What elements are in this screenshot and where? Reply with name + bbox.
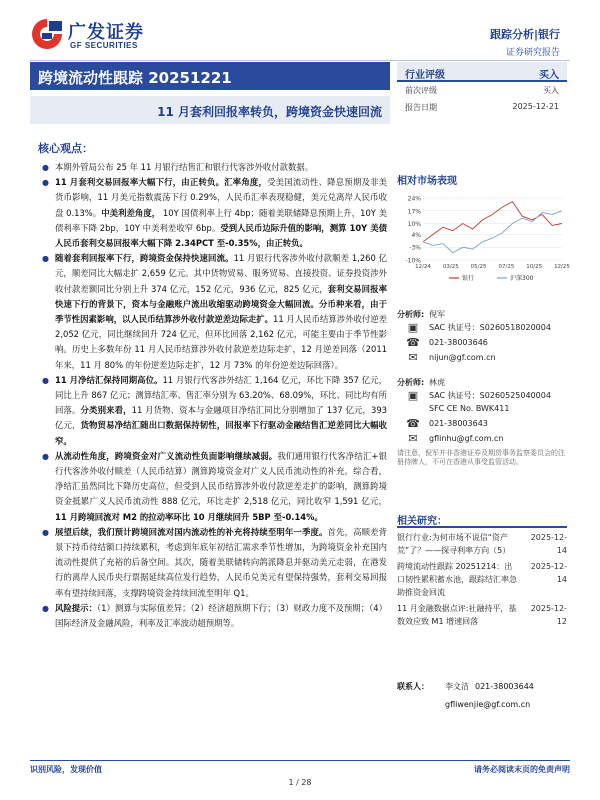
series-line-csi300 bbox=[423, 211, 562, 253]
y-tick-label: 24% bbox=[407, 195, 421, 203]
report-title: 跨境流动性跟踪 20251221 bbox=[30, 62, 390, 90]
analyst-sac: SAC 执证号：S0260518020004 bbox=[429, 323, 551, 332]
analyst-sac-row bbox=[397, 321, 567, 334]
y-tick-label: -3% bbox=[409, 244, 421, 252]
viewpoint-paragraph bbox=[42, 160, 387, 175]
analyst-name: 林虎 bbox=[429, 378, 445, 387]
x-tick-label: 05/25 bbox=[470, 264, 487, 270]
x-tick-label: 07/25 bbox=[498, 264, 515, 270]
email-icon: ✉ bbox=[408, 351, 418, 364]
report-type: 证券研究报告 bbox=[505, 48, 560, 58]
chart-svg bbox=[397, 190, 570, 285]
related-item-date: 2025-12-14 bbox=[530, 562, 567, 584]
viewpoint-paragraph bbox=[42, 175, 387, 251]
analyst-phone: 021-38003646 bbox=[429, 338, 488, 347]
analyst-note: 请注意，倪军并非香港证券及期货事务监察委员会的注册持牌人，不可在香港从事受监管活动。 bbox=[397, 449, 565, 466]
gf-logo-icon bbox=[30, 17, 64, 51]
bold-text: 从流动性角度，跨境资金对广义流动性负面影响继续减弱。 bbox=[55, 450, 278, 461]
contact-label: 联系人： bbox=[397, 681, 429, 691]
bold-text: 11 月套利交易回报率大幅下行，由正转负。汇率角度， bbox=[55, 177, 268, 188]
related-item-date: 2025-12-14 bbox=[530, 533, 567, 555]
report-subtitle: 11 月套利回报率转负，跨境资金快速回流 bbox=[30, 96, 390, 124]
rating-row-value: 买入 bbox=[543, 86, 559, 95]
bold-text: 展望后续，我们预计跨境回流对国内流动性的补充将持续至明年一季度。 bbox=[55, 526, 328, 537]
body-text: 我们通用银行代客净结汇+银行代客涉外收付顺差（人民币结算）测算跨境资金对广义人民币流动性的补充。综合看，净结汇虽然同比下降历史高位，但受到人民币结算涉外收付款逆差走扩的影响，测算跨境资金抵累广义人民币流动性 888 亿元，环比走扩 2,518 亿元，同比收窄 1,591 亿元， bbox=[55, 450, 387, 507]
analyst-sfc-row bbox=[397, 402, 567, 415]
body-text: 首先，高顺差背景下持币待结额口持续累积，考虑到年底年初结汇需求季节性增加，为跨境资金补充国内流动性提供了充裕的后备空间。其次，随着美联储转向鸽派降息并驱动美元走弱，在港发行的离岸人民币央行票据延续高位发行趋势，人民币兑美元有望保持强势，套利交易回报率有望持续回落，支撑跨境资金持续回流至明年 Q1。 bbox=[55, 526, 388, 598]
viewpoint-paragraph bbox=[42, 251, 387, 373]
analyst-block-1 bbox=[397, 308, 567, 364]
viewpoint-title: 核心观点： bbox=[38, 142, 93, 155]
body-text: 11 月人民币结算涉外收付逆差 2,052 亿元，同比继续回升 724 亿元，但环比回落 2,162 亿元，可能主要由于季节性影响。历史上多数年份 11 月人民币结算涉外收付款逆差边际走扩，12 月逆差回落（2011 年来，11 月 80% 的年份逆差边际走扩，12 月 73% 的年份逆差边际回落）。 bbox=[55, 314, 387, 370]
rating-row bbox=[397, 82, 567, 99]
body-text: 11 月货物、资本与金融项目净结汇同比分别增加了 137 亿元，393 亿元， bbox=[55, 405, 388, 431]
bold-text: 受到人民币边际升值的影响，测算 10Y 美债人民币套利交易回报率大幅下降 2.34PCT 至-0.35%，由正转负。 bbox=[55, 222, 387, 249]
x-tick-label: 10/25 bbox=[526, 264, 543, 270]
contact-row bbox=[397, 677, 567, 695]
x-tick-label: 03/25 bbox=[442, 264, 459, 270]
contact-phone: 021-38003644 bbox=[475, 681, 534, 691]
analyst-name: 倪军 bbox=[429, 310, 445, 319]
company-logo bbox=[30, 15, 170, 55]
y-tick-label: 17% bbox=[407, 208, 421, 216]
y-tick-label: 10% bbox=[407, 221, 421, 229]
analyst-email[interactable]: gflinhu@gf.com.cn bbox=[429, 434, 504, 443]
analyst-name-row bbox=[397, 308, 567, 321]
title-banner bbox=[30, 62, 390, 132]
rating-head-value: 买入 bbox=[539, 70, 559, 81]
body-text: （1）测算与实际值差异；（2）经济超预期下行；（3）财政力度不及预期；（4）国际经济及金融风险，利率及汇率波动超预期等。 bbox=[55, 602, 388, 629]
footer-disclaimer: 请务必阅读末页的免责声明 bbox=[474, 765, 570, 774]
report-category: 跟踪分析|银行 bbox=[489, 28, 560, 41]
email-icon: ✉ bbox=[408, 432, 418, 445]
y-tick-label: 4% bbox=[411, 231, 421, 239]
bold-text: 货物贸易净结汇随出口数据保持韧性，回报率下行驱动金融结售汇逆差同比大幅收窄。 bbox=[55, 420, 388, 446]
analyst-sac-row bbox=[397, 389, 567, 402]
analyst-sac: SAC 执证号：S0260525040004 bbox=[429, 391, 551, 400]
logo-cn: 广发证券 bbox=[68, 22, 144, 43]
page-number: 1 / 28 bbox=[288, 778, 312, 787]
viewpoint-paragraph bbox=[42, 373, 387, 449]
body-text: 11 月银行代客涉外收付款顺差 1,260 亿元，顺差同比大幅走扩 2,659 亿元。其中货物贸易、服务贸易、直接投资、证券投资涉外收付款差额同比分别上升 374 亿元，152 亿元，936 亿元，825 亿元， bbox=[55, 253, 387, 294]
related-item-title[interactable]: 跨境流动性跟踪 20251214：出口韧性累积蓄水池，跟踪结汇率急助推资金回流 bbox=[397, 562, 517, 597]
phone-icon: ☎ bbox=[406, 336, 420, 349]
viewpoint-paragraph bbox=[42, 449, 387, 525]
analyst-label: 分析师: bbox=[397, 378, 425, 387]
related-title: 相关研究： bbox=[397, 510, 567, 528]
relative-performance-chart bbox=[397, 190, 570, 285]
bold-text: 随着套利回报率下行，跨境资金保持快速回流。 bbox=[55, 253, 234, 264]
legend-label: 沪深300 bbox=[510, 275, 534, 282]
analyst-name-row bbox=[397, 376, 567, 389]
related-item-title[interactable]: 银行行业:为何市场不说信“资产荒”了？——探寻利率方向（5） bbox=[397, 533, 511, 555]
bold-text: 分类别来看， bbox=[80, 405, 132, 416]
analyst-email[interactable]: nijun@gf.com.cn bbox=[429, 353, 496, 362]
rating-row bbox=[397, 99, 567, 116]
viewpoint-paragraph bbox=[42, 601, 387, 631]
phone-icon: ☎ bbox=[406, 417, 420, 430]
analyst-email-row bbox=[397, 432, 567, 445]
rating-row-label: 前次评级 bbox=[405, 86, 437, 95]
analyst-phone: 021-38003643 bbox=[429, 419, 488, 428]
core-viewpoints bbox=[42, 160, 387, 631]
body-text: 本期外管局公布 25 年 11 月银行结售汇和银行代客涉外收付款数据。 bbox=[55, 162, 314, 172]
id-card-icon: ▣ bbox=[407, 389, 419, 402]
related-item[interactable] bbox=[397, 560, 567, 599]
related-item[interactable] bbox=[397, 531, 567, 557]
analyst-phone-row bbox=[397, 417, 567, 430]
header-divider bbox=[30, 60, 570, 61]
rating-head bbox=[397, 62, 567, 82]
viewpoint-paragraph bbox=[42, 525, 387, 601]
rating-row-label: 报告日期 bbox=[405, 103, 437, 112]
analyst-phone-row bbox=[397, 336, 567, 349]
rating-box bbox=[397, 62, 567, 116]
contact-email[interactable]: gfliwenjie@gf.com.cn bbox=[445, 699, 531, 709]
body-text: 11 月银行代客涉外结汇 1,164 亿元，环比下降 357 亿元，同比上升 867 亿元；测算结汇率、售汇率分别为 63.20%、68.09%，环比、同比均有所回落。 bbox=[55, 374, 387, 416]
x-tick-label: 12/24 bbox=[415, 264, 431, 270]
body-text: 受美国流动性、降息预期及非美货币影响，11 月美元指数震荡下行 0.29%，人民币汇率表现稳健，美元兑离岸人民币收盘 0.13%。 bbox=[55, 177, 387, 218]
logo-en: GF SECURITIES bbox=[70, 41, 138, 50]
contact-name: 李文洁 bbox=[445, 681, 469, 691]
related-research bbox=[397, 510, 567, 628]
series-line-bank bbox=[423, 202, 562, 242]
contact-email-row bbox=[397, 695, 567, 713]
y-tick-label: -10% bbox=[405, 257, 421, 265]
footer-divider bbox=[30, 760, 570, 761]
analyst-label: 分析师: bbox=[397, 310, 425, 319]
bold-text: 中美利差角度， bbox=[101, 207, 161, 218]
rating-row-value: 2025-12-21 bbox=[512, 102, 559, 111]
analyst-sfc: SFC CE No. BWK411 bbox=[429, 404, 510, 413]
market-title: 相对市场表现 bbox=[397, 176, 457, 187]
body-text: 10Y 国债利率上行 4bp；随着美联储降息预期上升，10Y 美债利率下降 2bp，10Y 中美利差收窄 6bp。 bbox=[55, 207, 387, 233]
rating-head-label: 行业评级 bbox=[405, 70, 445, 81]
bold-text: 11 月净结汇保持同期高位。 bbox=[55, 374, 163, 385]
bold-text: 11 月跨境回流对 M2 的拉动率环比 10 月继续回升 5BP 至-0.14%。 bbox=[55, 511, 323, 522]
id-card-icon: ▣ bbox=[407, 321, 419, 334]
related-item-date: 2025-12-12 bbox=[530, 604, 567, 626]
related-item-title[interactable]: 11 月金融数据点评:社融持平，基数效应致 M1 增速回落 bbox=[397, 604, 517, 626]
contact-block bbox=[397, 677, 567, 713]
x-tick-label: 12/25 bbox=[554, 264, 570, 270]
analyst-block-2 bbox=[397, 376, 567, 467]
bold-text: 套利交易回报率快速下行的背景下，资本与金融账户流出收缩驱动跨境资金大幅回流。分币种来看，由于季节性因素影响，以人民币结算涉外收付款逆差边际走扩。 bbox=[55, 283, 387, 325]
analyst-email-row bbox=[397, 351, 567, 364]
legend-label: 银行 bbox=[462, 275, 475, 282]
footer-slogan: 识别风险，发现价值 bbox=[30, 765, 102, 774]
related-item[interactable] bbox=[397, 602, 567, 628]
bold-text: 风险提示： bbox=[55, 602, 97, 613]
